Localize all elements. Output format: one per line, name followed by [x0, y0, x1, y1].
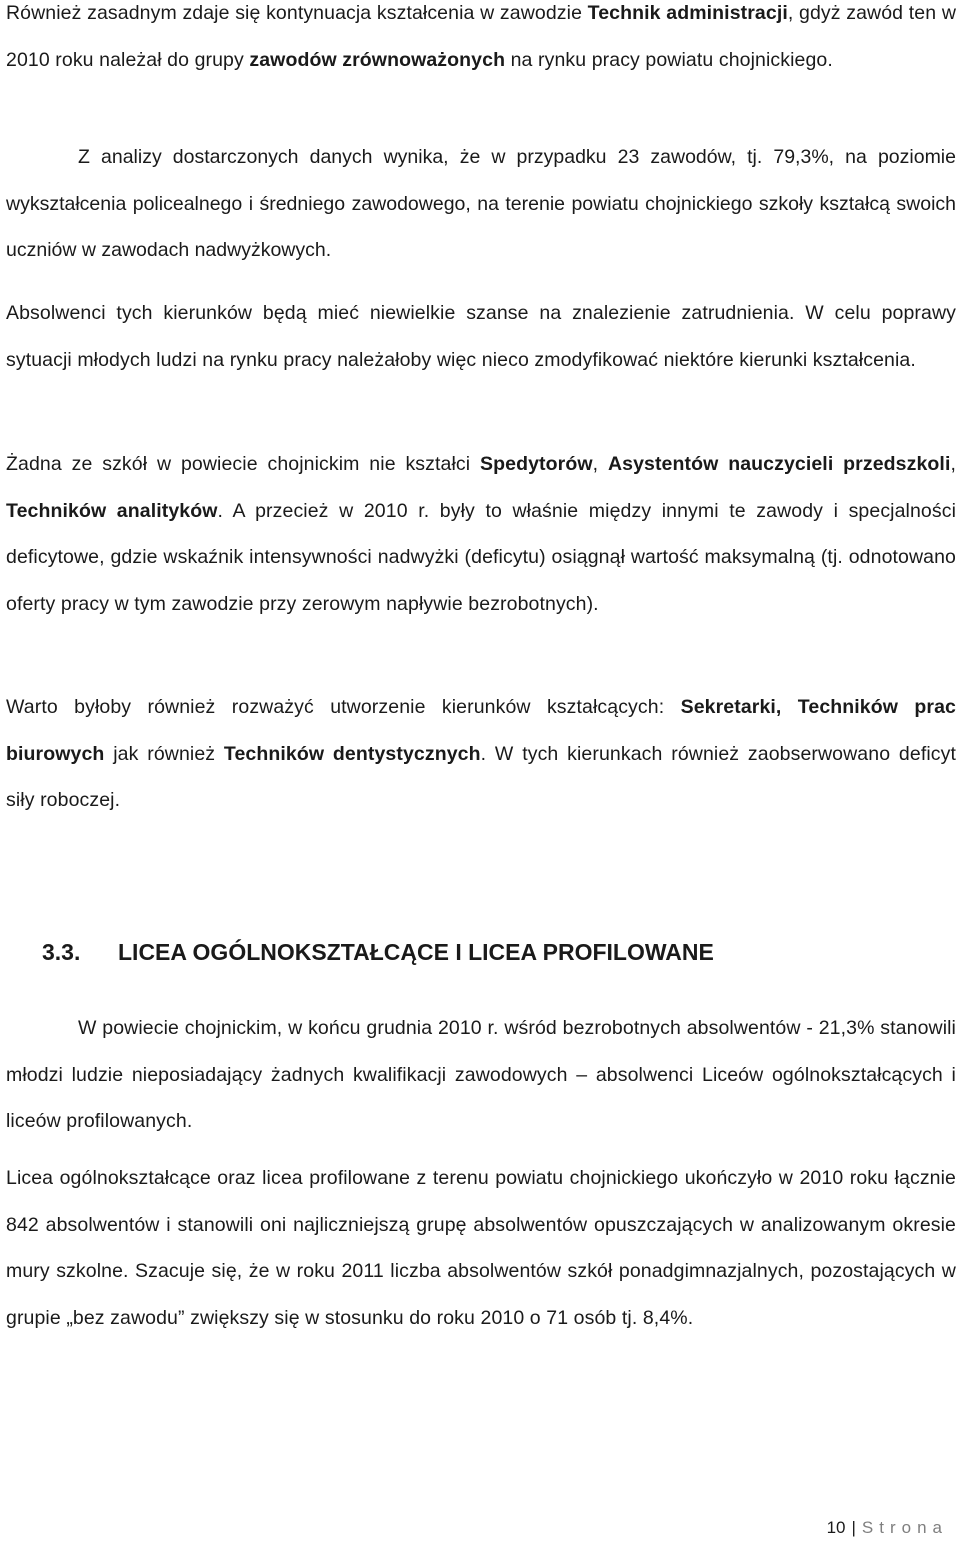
paragraph-text: . W tych kierunkach również zaobserwowano deficyt siły roboczej. — [6, 742, 956, 811]
paragraph-unemployed-graduates — [6, 1005, 956, 1145]
paragraph-technik-administracji — [6, 0, 956, 83]
bold-term: Asystentów nauczycieli przedszkoli — [607, 453, 951, 475]
bold-term: Sekretarki, Techników prac biurowych — [6, 696, 956, 765]
paragraph-text: Absolwenci tych kierunków będą mieć niewielkie szanse na znalezienie zatrudnienia. W celu poprawy sytuacji młodych ludzi na rynku pracy należałoby więc nieco zmodyfikować niektóre kierunki kształcenia. — [6, 302, 956, 371]
section-heading — [42, 932, 714, 972]
paragraph-text: Również zasadnym zdaje się kontynuacja kształcenia w zawodzie — [6, 2, 588, 24]
paragraph-text: , — [950, 453, 956, 475]
section-title: LICEA OGÓLNOKSZTAŁCĄCE I LICEA PROFILOWANE — [118, 939, 714, 965]
footer-separator: | — [851, 1518, 856, 1537]
page-number: 10 — [826, 1518, 846, 1537]
paragraph-text: . A przecież w 2010 r. były to właśnie między innymi te zawody i specjalności deficytowe, gdzie wskaźnik intensywności nadwyżki (deficytu) osiągnął wartość maksymalną (tj. odnotowano oferty pracy w tym zawodzie przy zerowym napływie bezrobotnych). — [6, 499, 957, 615]
paragraph-graduates — [6, 290, 956, 383]
paragraph-text: Warto byłoby również rozważyć utworzenie kierunków kształcących: — [6, 696, 681, 718]
paragraph-text: , — [592, 453, 608, 475]
paragraph-text: W powiecie chojnickim, w końcu grudnia 2010 r. wśród bezrobotnych absolwentów - 21,3% stanowili młodzi ludzie nieposiadający żadnych kwalifikacji zawodowych – absolwenci Liceów ogólnokształcących i liceów profilowanych. — [6, 1017, 956, 1132]
paragraph-recommendations — [6, 684, 956, 824]
paragraph-deficit-professions — [6, 441, 956, 627]
paragraph-text: na rynku pracy powiatu chojnickiego. — [505, 48, 833, 71]
section-number: 3.3. — [42, 939, 81, 965]
paragraph-text: Licea ogólnokształcące oraz licea profilowane z terenu powiatu chojnickiego ukończyło w 2010 roku łącznie 842 absolwentów i stanowili oni najliczniejszą grupę absolwentów opuszczających w analizowanym okresie mury szkolne. Szacuje się, że w roku 2011 liczba absolwentów szkół ponadgimnazjalnych, pozostających w grupie „bez zawodu” zwiększy się w stosunku do roku 2010 o 71 osób tj. 8,4%. — [6, 1167, 956, 1329]
bold-term: Spedytorów — [480, 453, 593, 475]
bold-term: zawodów zrównoważonych — [249, 48, 506, 71]
paragraph-text: Z analizy dostarczonych danych wynika, że w przypadku 23 zawodów, tj. 79,3%, na poziomie wykształcenia policealnego i średniego zawodowego, na terenie powiatu chojnickiego szkoły kształcą swoich uczniów w zawodach nadwyżkowych. — [6, 146, 956, 261]
page-label: Strona — [861, 1518, 948, 1537]
bold-term: Techników dentystycznych — [223, 742, 481, 765]
paragraph-text: Żadna ze szkół w powiecie chojnickim nie kształci — [6, 453, 480, 475]
paragraph-licea-graduates — [6, 1155, 956, 1341]
paragraph-analysis — [6, 134, 956, 274]
paragraph-text: jak również — [104, 742, 224, 765]
bold-term: Techników analityków — [6, 499, 218, 522]
bold-term: Technik administracji — [587, 2, 788, 24]
paragraph-text: , gdyż zawód ten w 2010 roku należał do grupy — [6, 2, 956, 71]
